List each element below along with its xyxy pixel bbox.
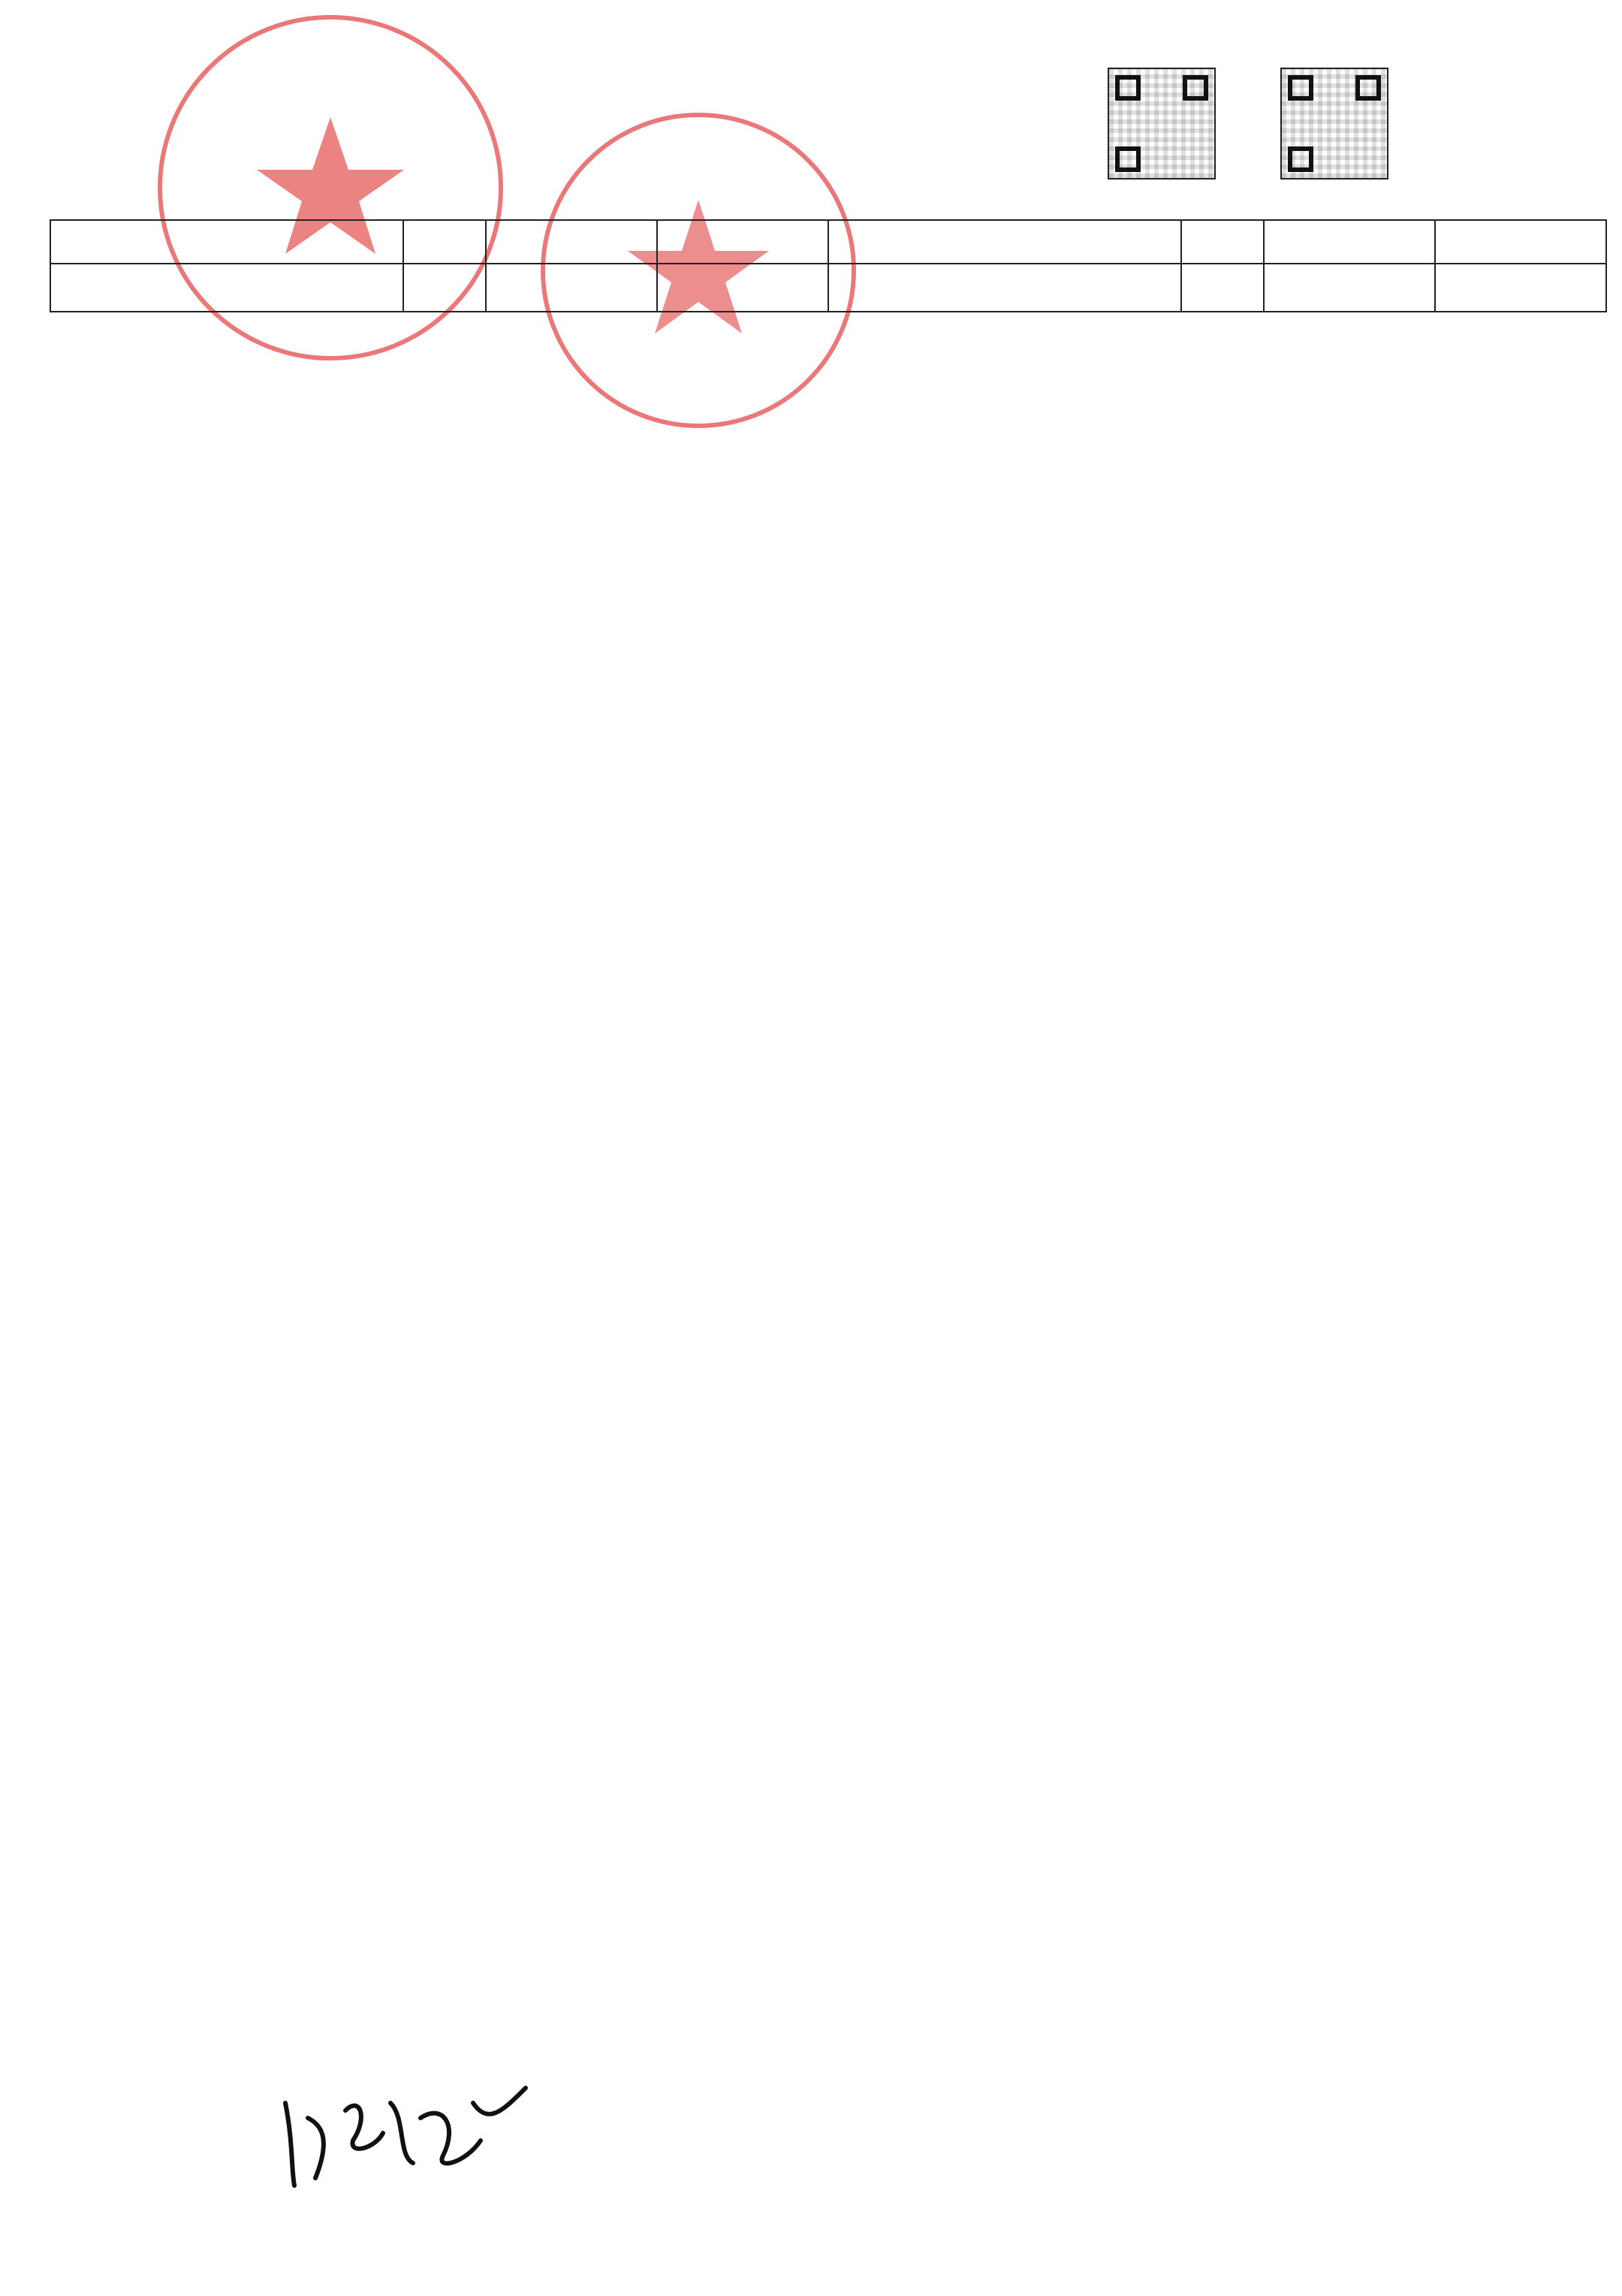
table-cell-l-cur [486,264,657,312]
unit-head [99,2041,129,2070]
table-header-row [50,220,1606,264]
preparer [1322,2019,1337,2047]
col-header-ytd [1435,220,1606,264]
col-header-current [486,220,657,264]
table-cell-l-item [50,264,403,312]
table-row [50,264,1606,312]
col-header-no [403,220,486,264]
table-cell-l-ytd [657,264,828,312]
table-cell-r-item [828,264,1181,312]
col-header-no [1181,220,1264,264]
table-cell-l-no [403,264,486,312]
col-header-item [50,220,403,264]
detail-table [50,219,1607,312]
table-cell-r-cur [1264,264,1435,312]
qr-code-icon [1280,68,1388,180]
col-header-ytd [657,220,828,264]
qr-code-icon [1108,68,1216,180]
table-cell-r-ytd [1435,264,1606,312]
table-body [50,264,1606,312]
col-header-item [828,220,1181,264]
table-cell-r-no [1181,264,1264,312]
handwritten-signature [278,2073,533,2193]
col-header-current [1264,220,1435,264]
